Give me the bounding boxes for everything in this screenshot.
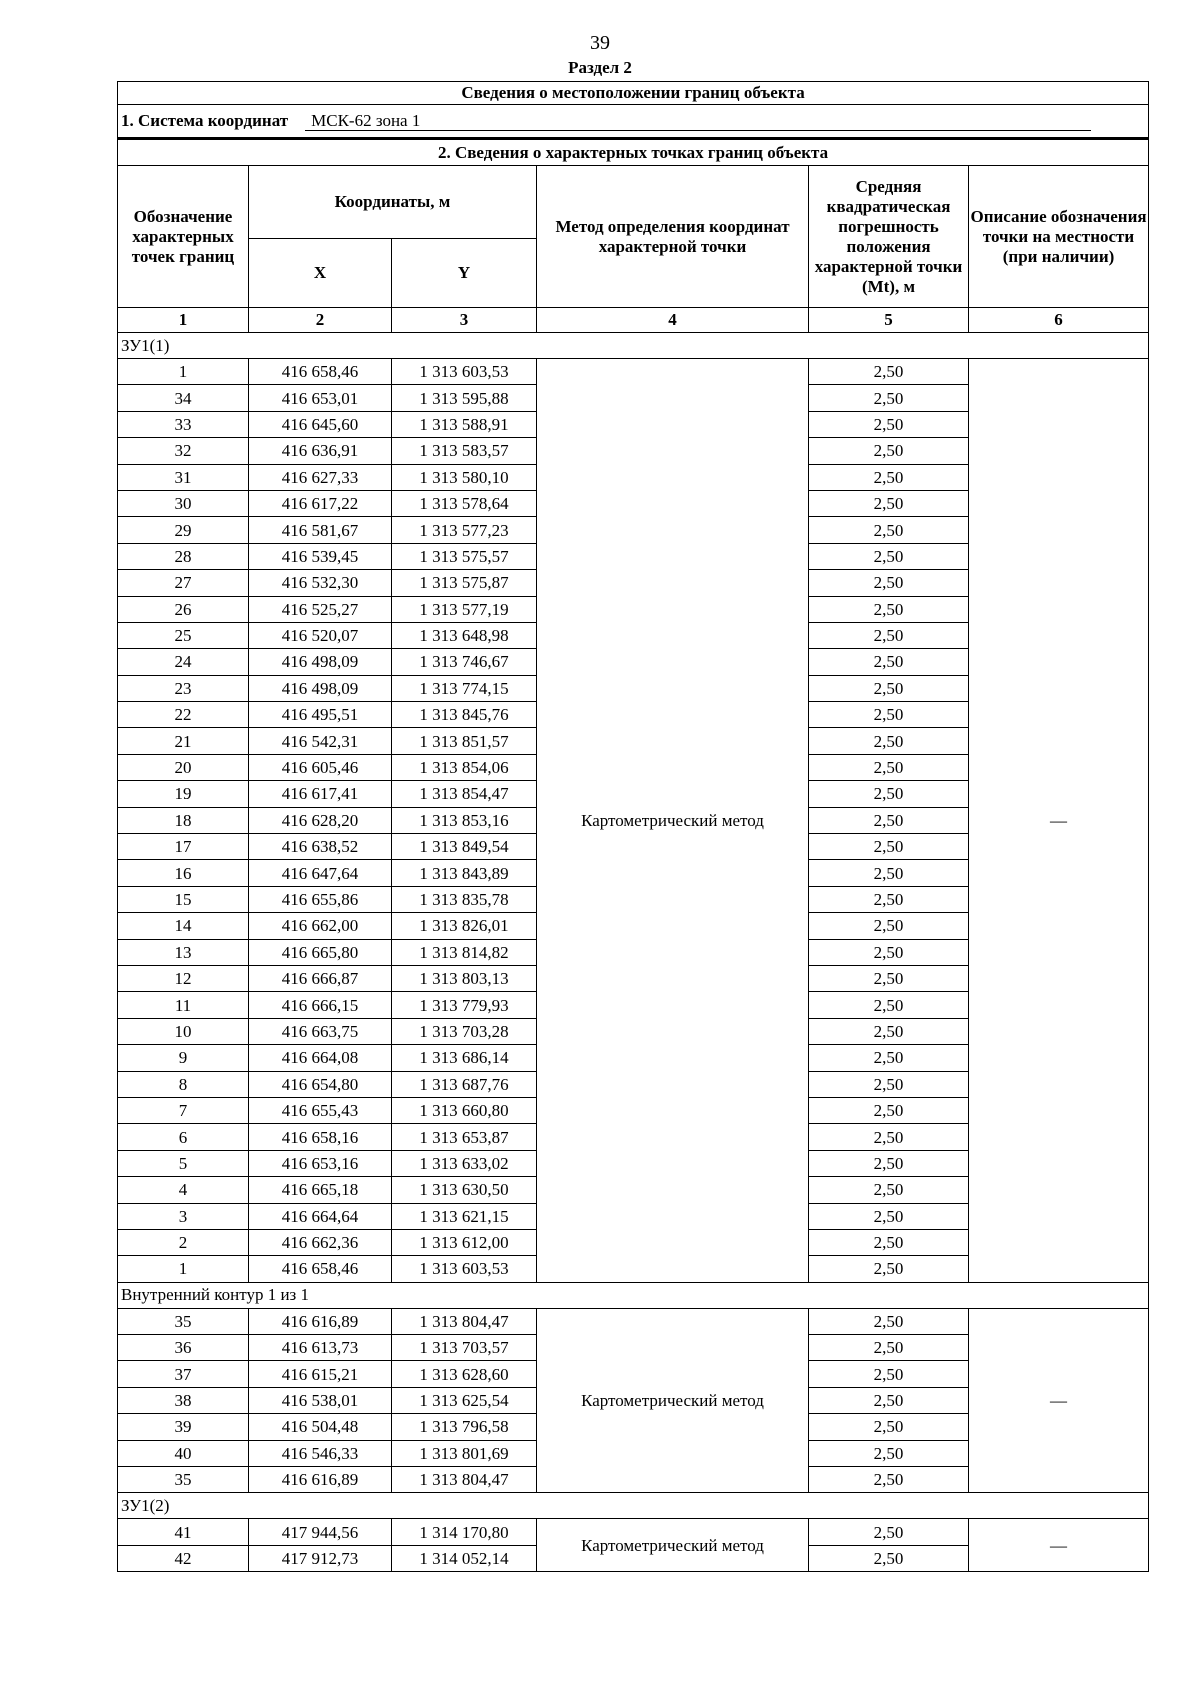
coord-y: 1 314 170,80 xyxy=(392,1519,537,1545)
coord-y: 1 313 835,78 xyxy=(392,886,537,912)
coord-x: 417 944,56 xyxy=(249,1519,392,1545)
error-value: 2,50 xyxy=(809,490,969,516)
error-value: 2,50 xyxy=(809,1203,969,1229)
error-value: 2,50 xyxy=(809,1071,969,1097)
coord-y: 1 313 851,57 xyxy=(392,728,537,754)
coord-y: 1 313 603,53 xyxy=(392,359,537,385)
coord-x: 416 653,01 xyxy=(249,385,392,411)
coord-y: 1 313 703,28 xyxy=(392,1018,537,1044)
point-number: 31 xyxy=(118,464,249,490)
coord-y: 1 313 686,14 xyxy=(392,1045,537,1071)
coord-y: 1 313 575,87 xyxy=(392,570,537,596)
point-number: 37 xyxy=(118,1361,249,1387)
point-number: 28 xyxy=(118,543,249,569)
coord-x: 416 655,86 xyxy=(249,886,392,912)
coord-x: 416 525,27 xyxy=(249,596,392,622)
error-value: 2,50 xyxy=(809,1361,969,1387)
coord-x: 416 615,21 xyxy=(249,1361,392,1387)
coord-x: 416 665,18 xyxy=(249,1177,392,1203)
coord-system-value: МСК-62 зона 1 xyxy=(305,111,1091,131)
coord-y: 1 313 660,80 xyxy=(392,1097,537,1123)
point-number: 1 xyxy=(118,1256,249,1282)
coord-y: 1 313 774,15 xyxy=(392,675,537,701)
point-number: 29 xyxy=(118,517,249,543)
header-x: X xyxy=(249,239,392,308)
coord-x: 416 628,20 xyxy=(249,807,392,833)
coord-x: 416 663,75 xyxy=(249,1018,392,1044)
coord-x: 416 617,22 xyxy=(249,490,392,516)
header-num-1: 1 xyxy=(118,308,249,333)
coord-x: 416 617,41 xyxy=(249,781,392,807)
coord-y: 1 313 845,76 xyxy=(392,702,537,728)
coord-x: 416 647,64 xyxy=(249,860,392,886)
boundary-points-table xyxy=(117,81,1149,1572)
error-value: 2,50 xyxy=(809,1177,969,1203)
point-number: 27 xyxy=(118,570,249,596)
header-error: Средняя квадратическая погрешность положения характерной точки (Mt), м xyxy=(809,166,969,308)
error-value: 2,50 xyxy=(809,992,969,1018)
error-value: 2,50 xyxy=(809,913,969,939)
coord-x: 416 658,46 xyxy=(249,1256,392,1282)
header-num-4: 4 xyxy=(537,308,809,333)
coord-x: 416 664,08 xyxy=(249,1045,392,1071)
point-number: 16 xyxy=(118,860,249,886)
error-value: 2,50 xyxy=(809,834,969,860)
coord-x: 416 581,67 xyxy=(249,517,392,543)
error-value: 2,50 xyxy=(809,1519,969,1545)
coord-x: 416 662,36 xyxy=(249,1229,392,1255)
point-number: 14 xyxy=(118,913,249,939)
point-number: 12 xyxy=(118,965,249,991)
error-value: 2,50 xyxy=(809,886,969,912)
error-value: 2,50 xyxy=(809,675,969,701)
header-num-3: 3 xyxy=(392,308,537,333)
point-number: 22 xyxy=(118,702,249,728)
error-value: 2,50 xyxy=(809,1387,969,1413)
coord-y: 1 313 603,53 xyxy=(392,1256,537,1282)
coord-y: 1 313 588,91 xyxy=(392,411,537,437)
table-title: Сведения о местоположении границ объекта xyxy=(118,82,1149,105)
coord-x: 416 645,60 xyxy=(249,411,392,437)
header-num-2: 2 xyxy=(249,308,392,333)
point-number: 10 xyxy=(118,1018,249,1044)
point-number: 42 xyxy=(118,1545,249,1571)
point-number: 7 xyxy=(118,1097,249,1123)
description-cell: — xyxy=(969,1519,1149,1572)
coord-y: 1 314 052,14 xyxy=(392,1545,537,1571)
point-number: 6 xyxy=(118,1124,249,1150)
coord-y: 1 313 854,47 xyxy=(392,781,537,807)
error-value: 2,50 xyxy=(809,385,969,411)
coord-y: 1 313 648,98 xyxy=(392,622,537,648)
error-value: 2,50 xyxy=(809,1150,969,1176)
error-value: 2,50 xyxy=(809,570,969,596)
coord-y: 1 313 703,57 xyxy=(392,1335,537,1361)
coord-x: 416 520,07 xyxy=(249,622,392,648)
coord-x: 416 662,00 xyxy=(249,913,392,939)
point-number: 38 xyxy=(118,1387,249,1413)
coord-x: 416 616,89 xyxy=(249,1308,392,1334)
coord-y: 1 313 814,82 xyxy=(392,939,537,965)
point-number: 36 xyxy=(118,1335,249,1361)
error-value: 2,50 xyxy=(809,1045,969,1071)
coord-x: 416 664,64 xyxy=(249,1203,392,1229)
point-number: 2 xyxy=(118,1229,249,1255)
description-cell: — xyxy=(969,359,1149,1283)
coord-system-row xyxy=(118,105,1149,139)
coord-x: 416 658,16 xyxy=(249,1124,392,1150)
point-number: 9 xyxy=(118,1045,249,1071)
coord-y: 1 313 575,57 xyxy=(392,543,537,569)
coord-y: 1 313 577,19 xyxy=(392,596,537,622)
error-value: 2,50 xyxy=(809,464,969,490)
error-value: 2,50 xyxy=(809,649,969,675)
coord-y: 1 313 628,60 xyxy=(392,1361,537,1387)
point-number: 40 xyxy=(118,1440,249,1466)
coord-y: 1 313 580,10 xyxy=(392,464,537,490)
error-value: 2,50 xyxy=(809,1097,969,1123)
point-number: 35 xyxy=(118,1467,249,1493)
coord-y: 1 313 746,67 xyxy=(392,649,537,675)
coord-y: 1 313 804,47 xyxy=(392,1308,537,1334)
error-value: 2,50 xyxy=(809,438,969,464)
header-description: Описание обозначения точки на местности (при наличии) xyxy=(969,166,1149,308)
coord-y: 1 313 577,23 xyxy=(392,517,537,543)
error-value: 2,50 xyxy=(809,754,969,780)
point-number: 35 xyxy=(118,1308,249,1334)
point-number: 25 xyxy=(118,622,249,648)
coord-x: 416 542,31 xyxy=(249,728,392,754)
error-value: 2,50 xyxy=(809,1124,969,1150)
coord-x: 416 658,46 xyxy=(249,359,392,385)
error-value: 2,50 xyxy=(809,1256,969,1282)
coord-x: 416 666,87 xyxy=(249,965,392,991)
coord-x: 416 546,33 xyxy=(249,1440,392,1466)
coord-y: 1 313 630,50 xyxy=(392,1177,537,1203)
header-coordinates: Координаты, м xyxy=(249,166,537,239)
coord-y: 1 313 612,00 xyxy=(392,1229,537,1255)
coord-y: 1 313 583,57 xyxy=(392,438,537,464)
error-value: 2,50 xyxy=(809,1229,969,1255)
coord-y: 1 313 653,87 xyxy=(392,1124,537,1150)
coord-y: 1 313 801,69 xyxy=(392,1440,537,1466)
page-number: 39 xyxy=(590,32,610,54)
coord-x: 416 638,52 xyxy=(249,834,392,860)
error-value: 2,50 xyxy=(809,359,969,385)
point-number: 13 xyxy=(118,939,249,965)
point-number: 26 xyxy=(118,596,249,622)
coord-x: 416 616,89 xyxy=(249,1467,392,1493)
point-number: 30 xyxy=(118,490,249,516)
coord-y: 1 313 621,15 xyxy=(392,1203,537,1229)
error-value: 2,50 xyxy=(809,860,969,886)
method-cell: Картометрический метод xyxy=(537,1519,809,1572)
point-number: 21 xyxy=(118,728,249,754)
coord-x: 416 627,33 xyxy=(249,464,392,490)
coord-y: 1 313 578,64 xyxy=(392,490,537,516)
error-value: 2,50 xyxy=(809,702,969,728)
section-title: Раздел 2 xyxy=(568,58,632,77)
header-num-5: 5 xyxy=(809,308,969,333)
error-value: 2,50 xyxy=(809,622,969,648)
coord-x: 416 498,09 xyxy=(249,675,392,701)
point-number: 19 xyxy=(118,781,249,807)
point-number: 15 xyxy=(118,886,249,912)
error-value: 2,50 xyxy=(809,781,969,807)
coord-y: 1 313 625,54 xyxy=(392,1387,537,1413)
coord-x: 416 653,16 xyxy=(249,1150,392,1176)
coord-x: 416 532,30 xyxy=(249,570,392,596)
point-number: 23 xyxy=(118,675,249,701)
error-value: 2,50 xyxy=(809,728,969,754)
header-num-6: 6 xyxy=(969,308,1149,333)
point-number: 20 xyxy=(118,754,249,780)
coord-y: 1 313 803,13 xyxy=(392,965,537,991)
error-value: 2,50 xyxy=(809,596,969,622)
table-row xyxy=(118,1308,1149,1334)
table-row xyxy=(118,1519,1149,1545)
coord-x: 416 504,48 xyxy=(249,1414,392,1440)
coord-y: 1 313 854,06 xyxy=(392,754,537,780)
coord-x: 416 666,15 xyxy=(249,992,392,1018)
points-title: 2. Сведения о характерных точках границ объекта xyxy=(118,139,1149,166)
error-value: 2,50 xyxy=(809,939,969,965)
point-number: 1 xyxy=(118,359,249,385)
error-value: 2,50 xyxy=(809,517,969,543)
header-method: Метод определения координат характерной точки xyxy=(537,166,809,308)
coord-x: 417 912,73 xyxy=(249,1545,392,1571)
point-number: 33 xyxy=(118,411,249,437)
method-cell: Картометрический метод xyxy=(537,1308,809,1493)
coord-x: 416 605,46 xyxy=(249,754,392,780)
point-number: 8 xyxy=(118,1071,249,1097)
coord-x: 416 613,73 xyxy=(249,1335,392,1361)
point-number: 5 xyxy=(118,1150,249,1176)
coord-y: 1 313 853,16 xyxy=(392,807,537,833)
group-label: Внутренний контур 1 из 1 xyxy=(118,1282,1149,1308)
point-number: 17 xyxy=(118,834,249,860)
coord-y: 1 313 849,54 xyxy=(392,834,537,860)
coord-x: 416 539,45 xyxy=(249,543,392,569)
error-value: 2,50 xyxy=(809,1335,969,1361)
point-number: 39 xyxy=(118,1414,249,1440)
point-number: 18 xyxy=(118,807,249,833)
coord-y: 1 313 779,93 xyxy=(392,992,537,1018)
coord-x: 416 655,43 xyxy=(249,1097,392,1123)
coord-y: 1 313 804,47 xyxy=(392,1467,537,1493)
points-body xyxy=(118,333,1149,1572)
header-point-designation: Обозначение характерных точек границ xyxy=(118,166,249,308)
coord-x: 416 495,51 xyxy=(249,702,392,728)
header-y: Y xyxy=(392,239,537,308)
coord-y: 1 313 843,89 xyxy=(392,860,537,886)
error-value: 2,50 xyxy=(809,965,969,991)
method-cell: Картометрический метод xyxy=(537,359,809,1283)
coord-y: 1 313 796,58 xyxy=(392,1414,537,1440)
point-number: 24 xyxy=(118,649,249,675)
group-label: ЗУ1(1) xyxy=(118,333,1149,359)
group-label: ЗУ1(2) xyxy=(118,1493,1149,1519)
point-number: 32 xyxy=(118,438,249,464)
error-value: 2,50 xyxy=(809,411,969,437)
coord-x: 416 636,91 xyxy=(249,438,392,464)
point-number: 4 xyxy=(118,1177,249,1203)
coord-y: 1 313 687,76 xyxy=(392,1071,537,1097)
point-number: 41 xyxy=(118,1519,249,1545)
point-number: 34 xyxy=(118,385,249,411)
error-value: 2,50 xyxy=(809,1018,969,1044)
error-value: 2,50 xyxy=(809,807,969,833)
point-number: 11 xyxy=(118,992,249,1018)
coord-x: 416 654,80 xyxy=(249,1071,392,1097)
error-value: 2,50 xyxy=(809,1440,969,1466)
coord-y: 1 313 595,88 xyxy=(392,385,537,411)
error-value: 2,50 xyxy=(809,1467,969,1493)
coord-x: 416 538,01 xyxy=(249,1387,392,1413)
description-cell: — xyxy=(969,1308,1149,1493)
error-value: 2,50 xyxy=(809,1414,969,1440)
table-row xyxy=(118,359,1149,385)
coord-y: 1 313 633,02 xyxy=(392,1150,537,1176)
coord-y: 1 313 826,01 xyxy=(392,913,537,939)
point-number: 3 xyxy=(118,1203,249,1229)
error-value: 2,50 xyxy=(809,1308,969,1334)
coord-x: 416 498,09 xyxy=(249,649,392,675)
error-value: 2,50 xyxy=(809,1545,969,1571)
coord-x: 416 665,80 xyxy=(249,939,392,965)
coord-system-label: 1. Система координат xyxy=(121,111,289,130)
error-value: 2,50 xyxy=(809,543,969,569)
